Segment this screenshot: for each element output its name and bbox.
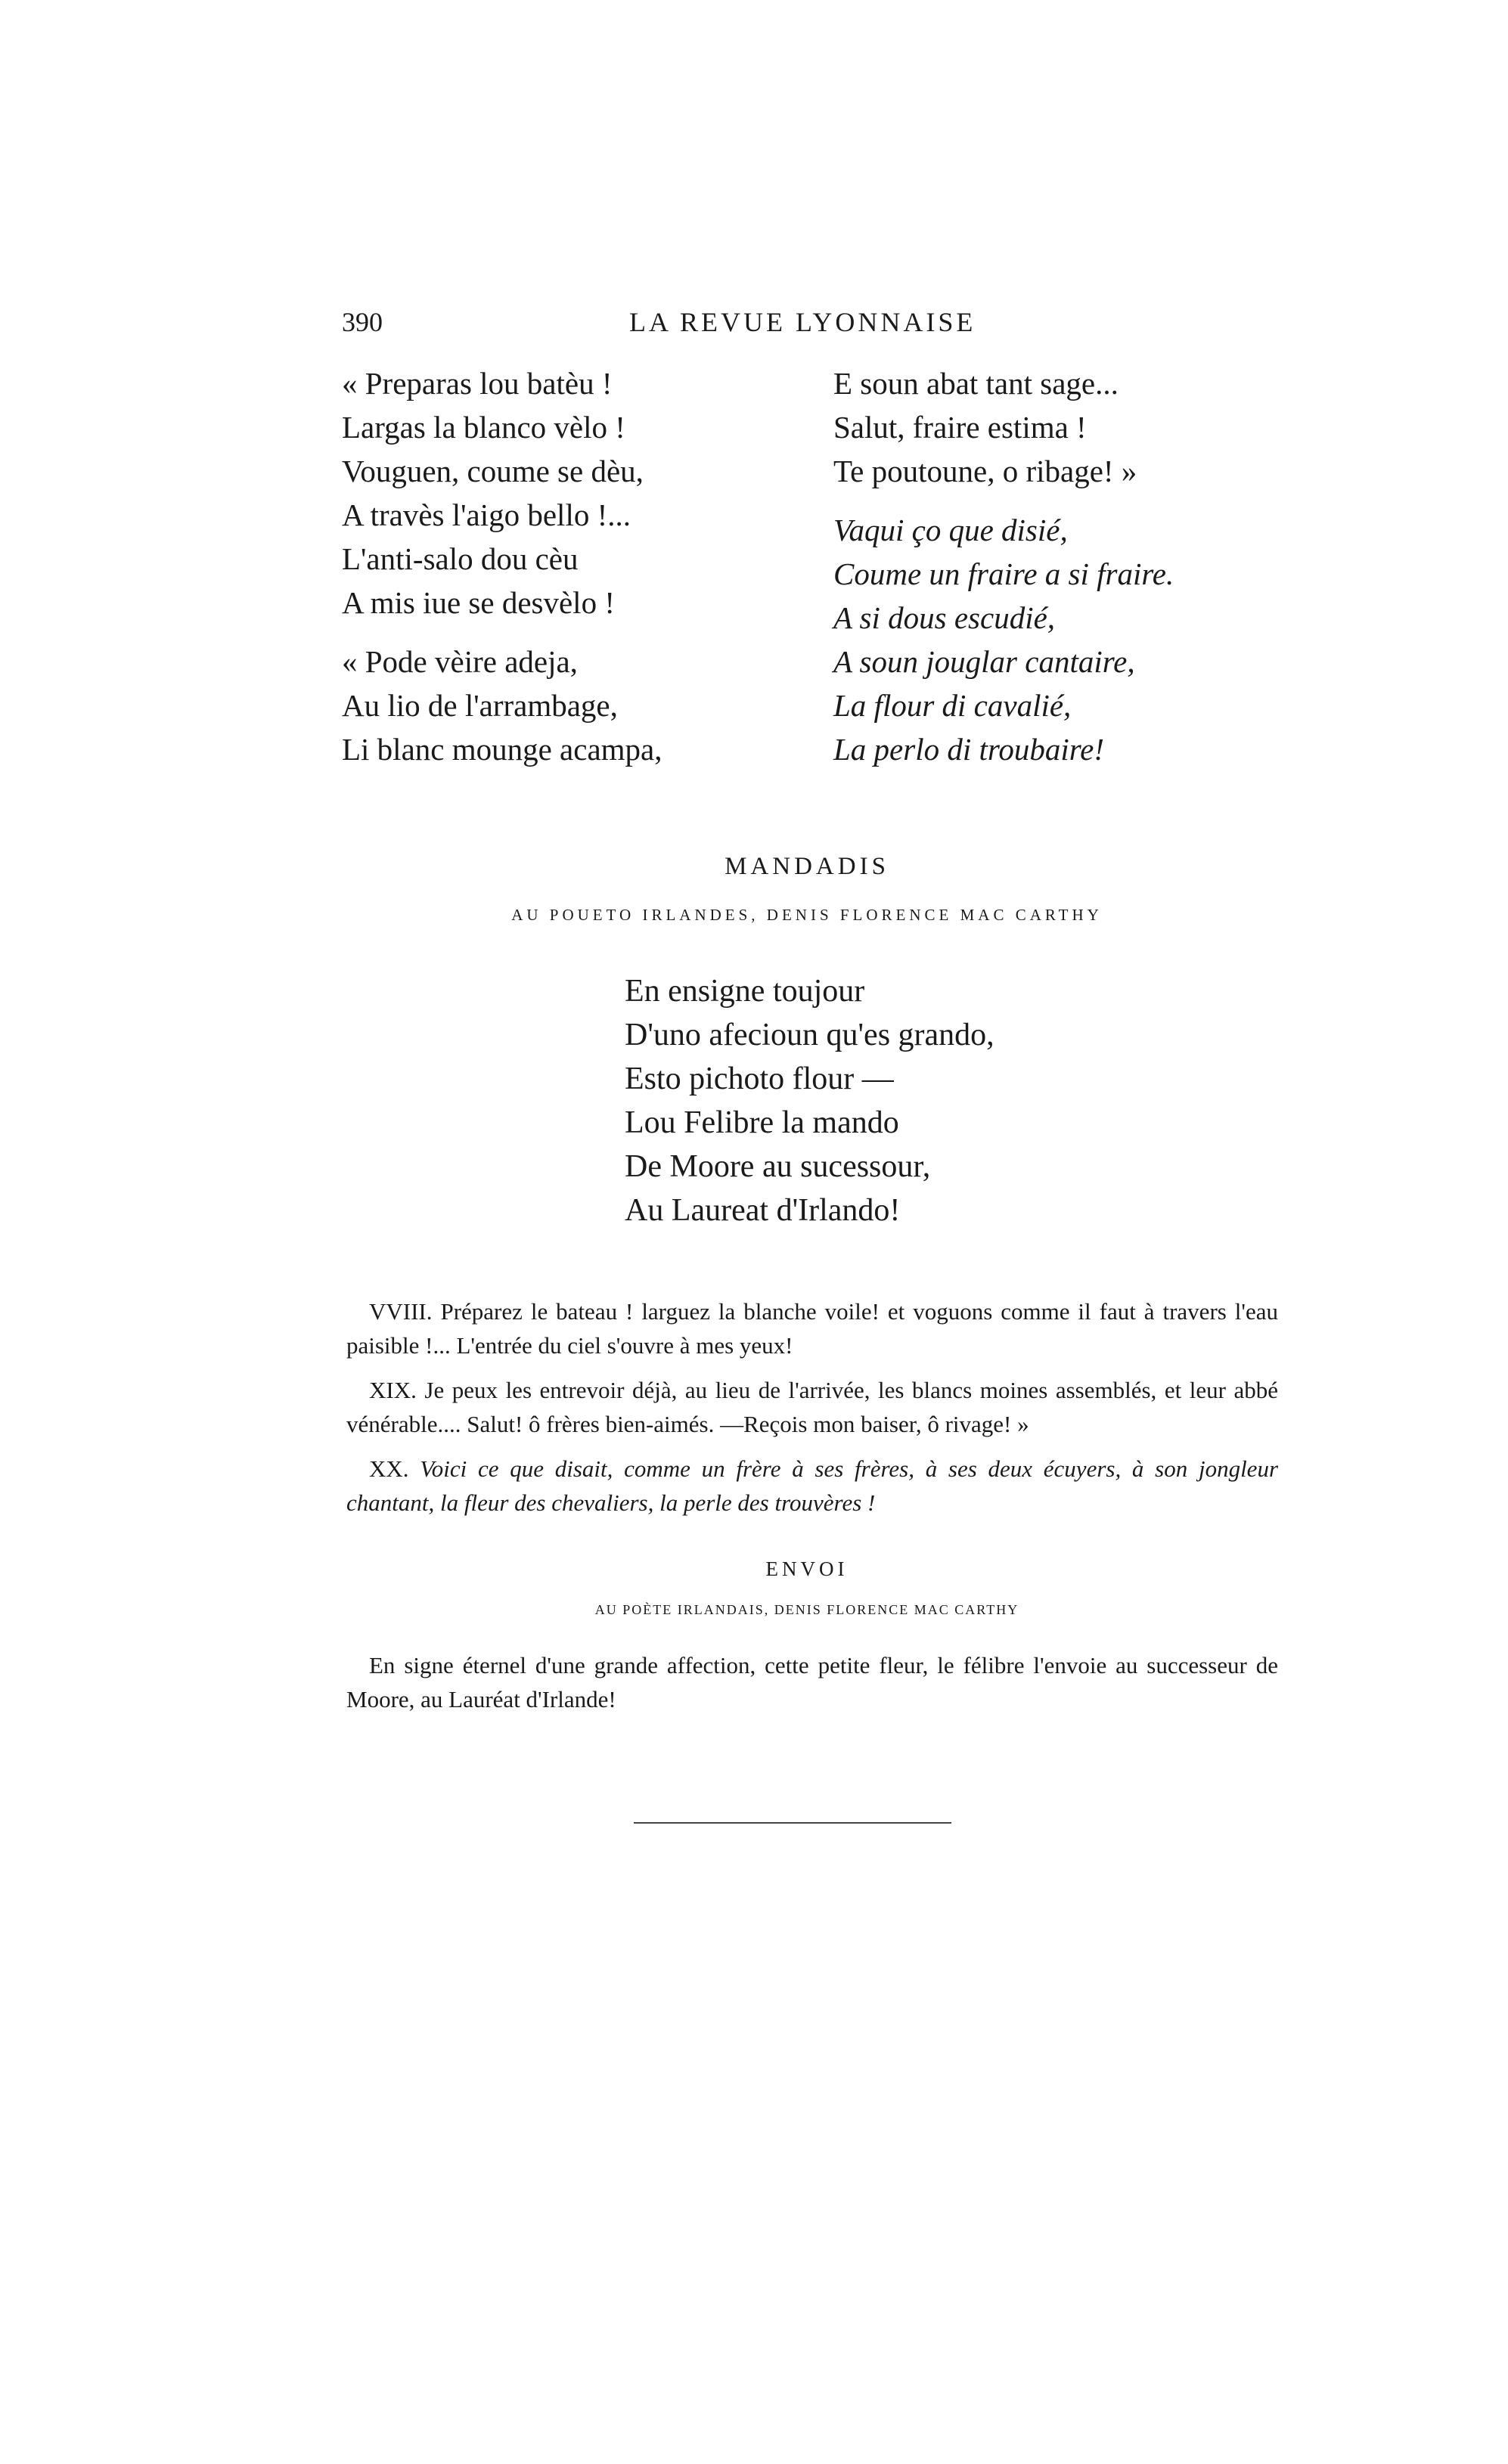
verse-line: E soun abat tant sage...	[833, 366, 1119, 401]
translation-text: Voici ce que disait, comme un frère à ses frères, à ses deux écuyers, à son jongleur chantant, la fleur des chevaliers, la perle des trouvères !	[346, 1455, 1279, 1516]
verse-line: Salut, fraire estima !	[833, 410, 1087, 445]
mandadis-title: MANDADIS	[725, 853, 889, 880]
translation-text: Préparez le bateau ! larguez la blanche voile! et voguons comme il faut à travers l'eau paisible !... L'entrée du ciel s'ouvre à mes yeux!	[346, 1298, 1279, 1359]
verse-line: Li blanc mounge acampa,	[342, 732, 662, 767]
stanza	[342, 361, 765, 625]
verse-line: La perlo di troubaire!	[833, 732, 1104, 767]
page-number: 390	[342, 307, 383, 337]
verse-line: Vouguen, coume se dèu,	[342, 454, 644, 488]
verse-line: Vaqui ço que disié,	[833, 513, 1068, 547]
translation-paragraph	[346, 1294, 1278, 1362]
running-title: LA REVUE LYONNAISE	[629, 307, 976, 337]
verse-line: La flour di cavalié,	[833, 688, 1072, 723]
envoi-text	[346, 1648, 1278, 1716]
translation-paragraph	[346, 1373, 1278, 1441]
stanza-italic	[833, 508, 1317, 771]
translation-paragraph	[346, 1452, 1278, 1520]
verse-line: Largas la blanco vèlo !	[342, 410, 625, 445]
verse-line: Coume un fraire a si fraire.	[833, 556, 1174, 591]
verse-line: D'uno afecioun qu'es grando,	[625, 1018, 994, 1052]
envoi-subtitle: AU POÈTE IRLANDAIS, DENIS FLORENCE MAC CARTHY	[594, 1602, 1019, 1617]
verse-line: Lou Felibre la mando	[625, 1105, 899, 1140]
verse-line: A mis iue se desvèlo !	[342, 585, 615, 620]
verse-line: « Pode vèire adeja,	[342, 644, 578, 679]
verse-line: A travès l'aigo bello !...	[342, 497, 631, 532]
poem-left-column	[342, 361, 765, 786]
verse-line: A si dous escudié,	[833, 600, 1056, 635]
verse-line: Te poutoune, o ribage! »	[833, 454, 1137, 488]
verse-line: A soun jouglar cantaire,	[833, 644, 1135, 679]
stanza-number: VVIII.	[369, 1298, 433, 1325]
stanza-number: XIX.	[369, 1377, 417, 1403]
verse-line: De Moore au sucessour,	[625, 1149, 931, 1184]
poem-right-column	[833, 361, 1317, 786]
envoi-paragraph: En signe éternel d'une grande affection, cette petite fleur, le félibre l'envoie au successeur de Moore, au Lauréat d'Irlande!	[346, 1652, 1278, 1712]
verse-line: En ensigne toujour	[625, 974, 865, 1009]
verse-line: Au Laureat d'Irlando!	[625, 1193, 901, 1228]
stanza	[833, 361, 1317, 493]
page-header	[342, 306, 1272, 344]
verse-line: « Preparas lou batèu !	[342, 366, 613, 401]
translation-text: Je peux les entrevoir déjà, au lieu de l'arrivée, les blancs moines assemblés, et leur abbé vénérable.... Salut! ô frères bien-aimés. —Reçois mon baiser, ô rivage! »	[346, 1377, 1278, 1437]
stanza	[342, 640, 765, 771]
envoi-title: ENVOI	[765, 1557, 849, 1580]
verse-line: L'anti-salo dou cèu	[342, 541, 579, 576]
closing-rule	[634, 1822, 951, 1824]
mandadis-poem	[625, 969, 994, 1232]
translation-notes	[346, 1294, 1278, 1530]
stanza-number: XX.	[369, 1455, 409, 1482]
mandadis-subtitle: AU POUETO IRLANDES, DENIS FLORENCE MAC CARTHY	[511, 906, 1103, 924]
verse-line: Esto pichoto flour —	[625, 1062, 894, 1096]
verse-line: Au lio de l'arrambage,	[342, 688, 618, 723]
